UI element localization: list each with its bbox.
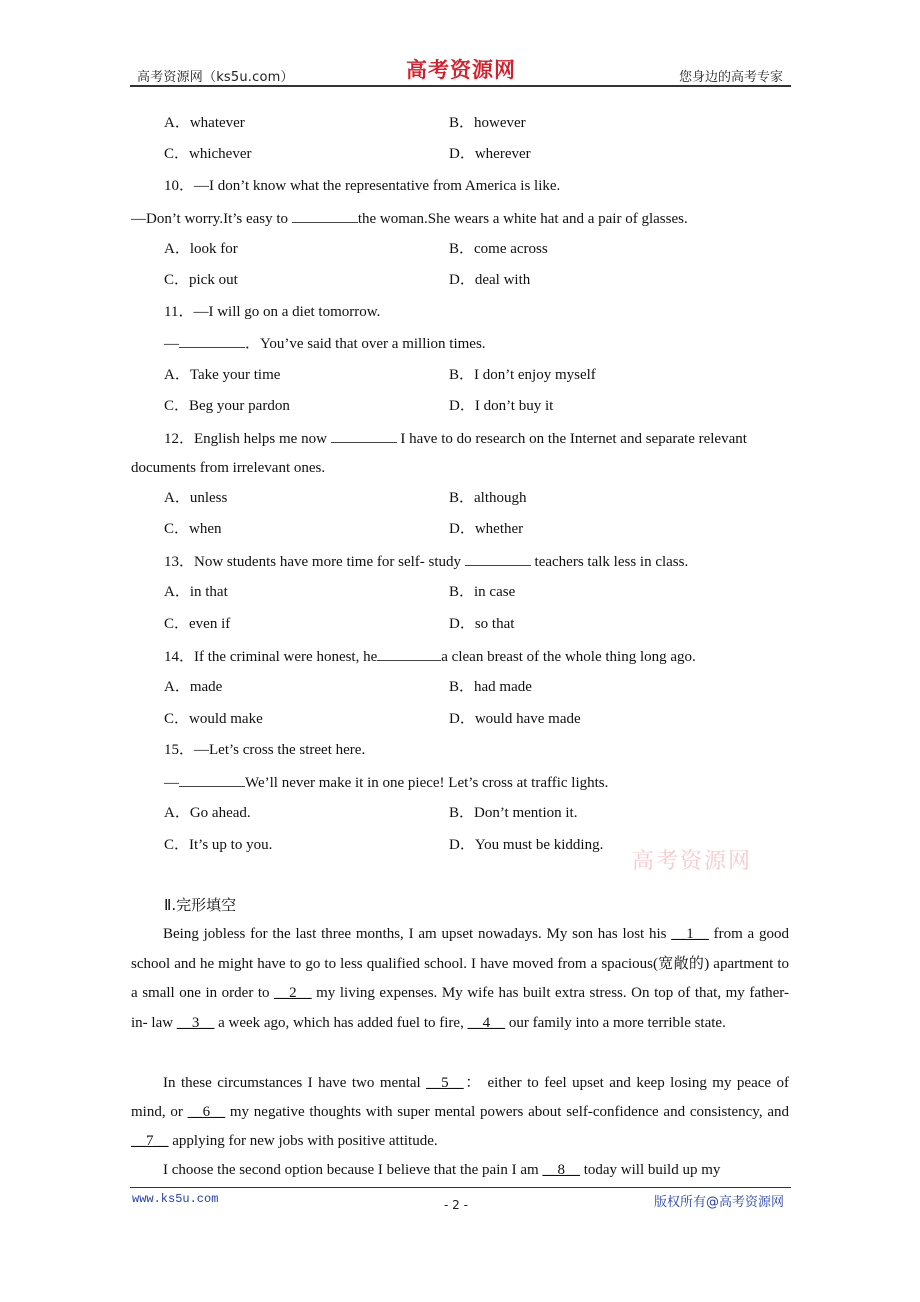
footer-divider xyxy=(130,1187,791,1188)
cloze-text: In these circumstances I have two mental xyxy=(163,1075,427,1091)
q11-blank xyxy=(179,333,245,348)
header-logo: 高考资源网 xyxy=(406,57,516,82)
cloze-blank-7: __7__ xyxy=(131,1133,169,1149)
q11-stem: 11．—I will go on a diet tomorrow. xyxy=(164,304,381,320)
cloze-text: Being jobless for the last three months, I am upset nowadays. My son has lost his xyxy=(163,926,672,942)
q13-stem xyxy=(164,551,688,572)
section-title-cloze: Ⅱ.完形填空 xyxy=(164,896,237,914)
q15-option-d: D．You must be kidding. xyxy=(449,837,604,853)
q15-blank xyxy=(179,772,245,787)
q12-stem-continued: documents from irrelevant ones. xyxy=(131,460,326,476)
q13-stem-post: teachers talk less in class. xyxy=(530,554,689,570)
cloze-blank-2: __2__ xyxy=(274,985,312,1002)
q10-response-pre: —Don’t worry.It’s easy to xyxy=(131,211,292,227)
q15-response xyxy=(164,772,608,793)
q15-stem: 15．—Let’s cross the street here. xyxy=(164,742,366,758)
q12-option-d: D．whether xyxy=(449,521,524,537)
q15-option-a: A．Go ahead. xyxy=(164,805,251,821)
cloze-blank-3: __3__ xyxy=(176,1014,215,1031)
q10-response-post: the woman.She wears a white hat and a pair of glasses. xyxy=(357,211,688,227)
q9-option-d: D．wherever xyxy=(449,146,531,162)
cloze-blank-8: __8__ xyxy=(542,1162,580,1178)
q11-option-d: D．I don’t buy it xyxy=(449,398,554,414)
q9-option-a: A．whatever xyxy=(164,115,245,131)
cloze-text: today will build up my xyxy=(579,1162,721,1178)
cloze-text: my living expenses. My wife has built extra stress. On top of that, my father- in- law xyxy=(131,985,789,1031)
q10-blank xyxy=(292,208,358,223)
q9-option-b: B．however xyxy=(449,115,526,131)
cloze-text: ： either to feel upset and keep losing my peace of mind, or xyxy=(131,1075,789,1120)
q10-response xyxy=(131,208,688,229)
q9-option-c: C．whichever xyxy=(164,146,252,162)
cloze-text: our family into a more terrible state. xyxy=(505,1014,726,1031)
q10-option-d: D．deal with xyxy=(449,272,531,288)
q13-option-a: A．in that xyxy=(164,584,228,600)
cloze-blank-5: __5__ xyxy=(426,1075,464,1091)
q11-option-a: A．Take your time xyxy=(164,367,281,383)
q11-response xyxy=(164,333,486,354)
watermark-logo: 高考资源网 xyxy=(632,849,753,874)
q15-option-b: B．Don’t mention it. xyxy=(449,805,578,821)
q13-option-b: B．in case xyxy=(449,584,516,600)
q14-stem-pre: 14．If the criminal were honest, he xyxy=(164,649,378,665)
q12-stem-pre: 12．English helps me now xyxy=(164,431,331,447)
footer-copyright: 版权所有@高考资源网 xyxy=(653,1195,784,1210)
cloze-blank-1: __1__ xyxy=(671,926,709,942)
header-divider xyxy=(130,85,791,87)
q11-option-b: B．I don’t enjoy myself xyxy=(449,367,596,383)
q14-option-a: A．made xyxy=(164,679,223,695)
q12-stem-post: I have to do research on the Internet and separate relevant xyxy=(396,431,747,447)
footer-website-link[interactable]: www.ks5u.com xyxy=(132,1192,219,1206)
cloze-blank-4: __4__ xyxy=(467,1014,506,1031)
cloze-paragraph-1 xyxy=(131,920,789,1038)
cloze-text: from a good school and he might have to go to less qualified school. I have moved from a spacious(宽敞的) apartment to a small one in order to xyxy=(131,926,789,1002)
q14-stem-post: a clean breast of the whole thing long ago. xyxy=(441,649,696,665)
q10-stem: 10．—I don’t know what the representative from America is like. xyxy=(164,178,561,194)
q11-option-c: C．Beg your pardon xyxy=(164,398,290,414)
q10-option-b: B．come across xyxy=(449,241,548,257)
q14-option-c: C．would make xyxy=(164,711,263,727)
q13-stem-pre: 13．Now students have more time for self- study xyxy=(164,554,465,570)
q12-stem xyxy=(164,428,747,449)
q13-option-d: D．so that xyxy=(449,616,515,632)
cloze-blank-6: __6__ xyxy=(187,1104,226,1120)
header-site-name: 高考资源网（ks5u.com） xyxy=(137,70,294,85)
cloze-paragraph-2 xyxy=(131,1069,789,1156)
q12-option-a: A．unless xyxy=(164,490,228,506)
header-slogan: 您身边的高考专家 xyxy=(678,70,783,85)
q12-blank xyxy=(331,428,397,443)
q10-option-c: C．pick out xyxy=(164,272,238,288)
q15-response-post: We’ll never make it in one piece! Let’s cross at traffic lights. xyxy=(245,775,609,791)
q14-option-d: D．would have made xyxy=(449,711,581,727)
cloze-text: I choose the second option because I believe that the pain I am xyxy=(163,1162,543,1178)
q11-response-pre: — xyxy=(164,336,179,352)
q14-blank xyxy=(377,646,441,661)
cloze-paragraph-3 xyxy=(131,1156,789,1186)
cloze-text: a week ago, which has added fuel to fire, xyxy=(214,1014,468,1031)
q15-response-pre: — xyxy=(164,775,179,791)
q10-option-a: A．look for xyxy=(164,241,238,257)
cloze-text: applying for new jobs with positive attitude. xyxy=(168,1133,438,1149)
q14-stem xyxy=(164,646,696,667)
q11-response-post: ．You’ve said that over a million times. xyxy=(245,336,486,352)
cloze-text: my negative thoughts with super mental powers about self-confidence and consistency, and xyxy=(225,1104,789,1120)
page-number: - 2 - xyxy=(444,1198,468,1212)
q14-option-b: B．had made xyxy=(449,679,532,695)
q15-option-c: C．It’s up to you. xyxy=(164,837,273,853)
q12-option-c: C．when xyxy=(164,521,222,537)
q13-blank xyxy=(465,551,531,566)
q12-option-b: B．although xyxy=(449,490,527,506)
q13-option-c: C．even if xyxy=(164,616,231,632)
